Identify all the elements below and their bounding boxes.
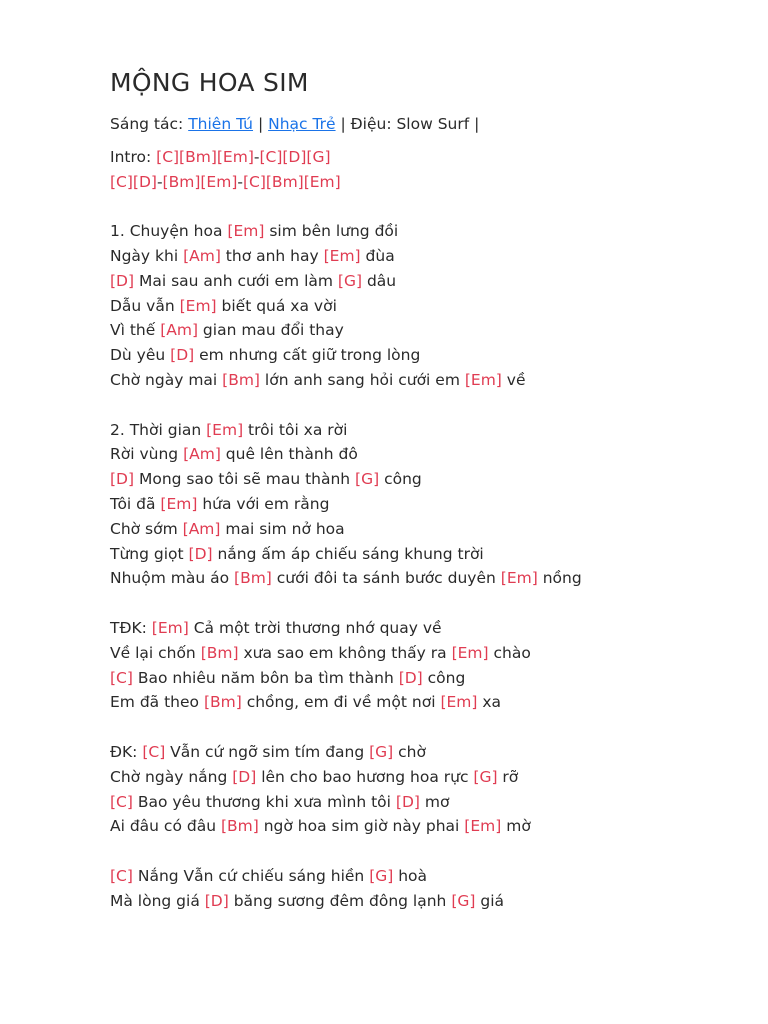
chord: [G] <box>355 470 380 489</box>
lyric-text: Chờ ngày nắng <box>110 767 233 786</box>
chord: [Am] <box>183 445 221 464</box>
chord: [Bm] <box>234 569 272 588</box>
lyric-line <box>110 269 750 294</box>
chord: [Em] <box>151 618 189 637</box>
lyric-line <box>110 467 750 492</box>
lyric-text: mờ <box>501 817 531 836</box>
lyric-text: Mong sao tôi sẽ mau thành <box>134 470 356 489</box>
chord: [C][Bm][Em] <box>242 172 341 191</box>
lyric-text: Intro: <box>110 147 157 166</box>
lyric-text: Ai đâu có đâu <box>110 817 221 836</box>
lyric-line <box>110 542 750 567</box>
lyric-line <box>110 864 750 889</box>
lyric-line <box>110 690 750 715</box>
lyric-line <box>110 790 750 815</box>
lyric-line <box>110 814 750 839</box>
lyric-text: xưa sao em không thấy ra <box>238 643 452 662</box>
lyric-text: Chờ sớm <box>110 519 183 538</box>
chord: [G] <box>473 767 498 786</box>
lyric-text: băng sương đêm đông lạnh <box>228 891 452 910</box>
chord: [G] <box>451 891 476 910</box>
lyric-text: Tôi đã <box>110 494 161 513</box>
lyric-text: - <box>156 172 163 191</box>
lyric-line <box>110 765 750 790</box>
blank-line <box>110 194 750 219</box>
page-title: MỘNG HOA SIM <box>110 68 309 97</box>
lyric-line <box>110 219 750 244</box>
chord: [Em] <box>440 693 478 712</box>
chord: [Am] <box>183 246 221 265</box>
lyric-text: Dù yêu <box>110 346 171 365</box>
chord: [Bm] <box>200 643 239 662</box>
lyric-text: giá <box>475 891 504 910</box>
lyric-text: chào <box>488 643 531 662</box>
composer-label: Sáng tác: <box>110 115 189 133</box>
blank-line <box>110 839 750 864</box>
lyric-text: lớn anh sang hỏi cưới em <box>259 370 465 389</box>
lyric-line <box>110 418 750 443</box>
lyric-text: 2. Thời gian <box>110 420 207 439</box>
lyric-text: Vẫn cứ ngỡ sim tím đang <box>165 742 370 761</box>
song-sheet <box>110 66 750 914</box>
chord: [C] <box>142 742 166 761</box>
lyric-text: công <box>422 668 466 687</box>
chord: [Am] <box>160 321 198 340</box>
lyric-text: Bao nhiêu năm bôn ba tìm thành <box>132 668 399 687</box>
lyric-line <box>110 343 750 368</box>
lyric-text: cưới đôi ta sánh bước duyên <box>271 569 501 588</box>
lyric-line <box>110 318 750 343</box>
lyric-text: nắng ấm áp chiếu sáng khung trời <box>212 544 484 563</box>
lyric-text: em nhưng cất giữ trong lòng <box>194 346 421 365</box>
chord: [C][D][G] <box>259 147 331 166</box>
lyric-text: rỡ <box>497 767 519 786</box>
chord: [Em] <box>464 370 502 389</box>
chord: [Em] <box>179 296 217 315</box>
chord: [D] <box>170 346 195 365</box>
lyric-text: về <box>501 370 526 389</box>
chord: [Em] <box>464 817 502 836</box>
lyric-text: thơ anh hay <box>220 246 324 265</box>
chord: [Bm] <box>203 693 242 712</box>
lyric-text: trôi tôi xa rời <box>243 420 348 439</box>
lyric-text: Vì thế <box>110 321 161 340</box>
chord: [C][Bm][Em] <box>156 147 254 166</box>
lyric-text: Ngày khi <box>110 246 184 265</box>
chord: [Am] <box>182 519 221 538</box>
lyric-text: TĐK: <box>110 618 152 637</box>
chord: [Bm] <box>220 817 259 836</box>
chord: [Em] <box>451 643 489 662</box>
lyric-text: Cả một trời thương nhớ quay về <box>188 618 442 637</box>
blank-line <box>110 393 750 418</box>
lyric-text: Rời vùng <box>110 445 184 464</box>
lyric-text: Em đã theo <box>110 693 204 712</box>
lyric-text: Mai sau anh cưới em làm <box>134 271 338 290</box>
composer-link[interactable]: Thiên Tú <box>188 115 254 133</box>
chord: [Bm] <box>222 370 260 389</box>
lyric-text: đùa <box>360 246 395 265</box>
lyric-text: xa <box>477 693 502 712</box>
chord: [G] <box>369 866 394 885</box>
chord: [G] <box>337 271 363 290</box>
lyric-text: sim bên lưng đồi <box>264 222 399 241</box>
chord: [D] <box>232 767 257 786</box>
chord: [C] <box>110 668 133 687</box>
lyric-text: công <box>379 470 422 489</box>
lyric-line <box>110 368 750 393</box>
chord: [D] <box>110 271 135 290</box>
lyric-text: ngờ hoa sim giờ này phai <box>258 817 465 836</box>
lyric-text: Bao yêu thương khi xưa mình tôi <box>132 792 396 811</box>
lyric-line <box>110 294 750 319</box>
lyric-text: mơ <box>419 792 450 811</box>
lyric-text: Dẫu vẫn <box>110 296 180 315</box>
genre-link[interactable]: Nhạc Trẻ <box>268 115 336 133</box>
lyric-text: Về lại chốn <box>110 643 201 662</box>
chord: [D] <box>395 792 420 811</box>
song-meta <box>110 112 750 137</box>
chord: [C] <box>110 792 133 811</box>
lyric-line <box>110 641 750 666</box>
lyric-text: chồng, em đi về một nơi <box>241 693 441 712</box>
lyric-text: Từng giọt <box>110 544 189 563</box>
lyric-line <box>110 740 750 765</box>
chord: [D] <box>188 544 213 563</box>
chord: [D] <box>204 891 229 910</box>
lyric-line <box>110 566 750 591</box>
blank-line <box>110 715 750 740</box>
lyric-line <box>110 145 750 170</box>
lyric-text: Nắng Vẫn cứ chiếu sáng hiền <box>132 866 370 885</box>
rhythm-text: | Điệu: Slow Surf | <box>335 115 480 133</box>
lyric-text: biết quá xa vời <box>216 296 337 315</box>
chord: [G] <box>369 742 394 761</box>
lyric-line <box>110 666 750 691</box>
lyric-text: Chờ ngày mai <box>110 370 223 389</box>
lyric-text: - <box>253 147 260 166</box>
lyric-text: hứa với em rằng <box>197 494 330 513</box>
lyric-text: ĐK: <box>110 742 143 761</box>
lyric-text: nồng <box>537 569 582 588</box>
chord: [Em] <box>500 569 538 588</box>
lyric-text: - <box>237 172 243 191</box>
chord: [Bm][Em] <box>162 172 238 191</box>
lyric-line <box>110 170 750 195</box>
lyric-text: chờ <box>393 742 426 761</box>
lyric-text: Nhuộm màu áo <box>110 569 235 588</box>
lyric-text: dâu <box>362 271 397 290</box>
chord: [C][D] <box>110 172 157 191</box>
chord: [D] <box>398 668 423 687</box>
lyric-text: quê lên thành đô <box>220 445 358 464</box>
lyric-line <box>110 517 750 542</box>
chord: [Em] <box>206 420 244 439</box>
lyric-text: Mà lòng giá <box>110 891 205 910</box>
lyric-line <box>110 889 750 914</box>
lyric-line <box>110 442 750 467</box>
lyric-text: hoà <box>393 866 428 885</box>
chord: [C] <box>110 866 133 885</box>
lyric-line <box>110 616 750 641</box>
chord: [Em] <box>160 494 198 513</box>
chord: [D] <box>110 470 135 489</box>
lyric-text: mai sim nở hoa <box>220 519 345 538</box>
lyric-text: 1. Chuyện hoa <box>110 222 228 241</box>
lyrics-body <box>110 145 750 914</box>
lyric-line <box>110 244 750 269</box>
chord: [Em] <box>227 222 265 241</box>
blank-line <box>110 591 750 616</box>
lyric-text: gian mau đổi thay <box>198 321 344 340</box>
meta-separator: | <box>253 115 269 133</box>
lyric-text: lên cho bao hương hoa rực <box>256 767 474 786</box>
chord: [Em] <box>323 246 361 265</box>
lyric-line <box>110 492 750 517</box>
